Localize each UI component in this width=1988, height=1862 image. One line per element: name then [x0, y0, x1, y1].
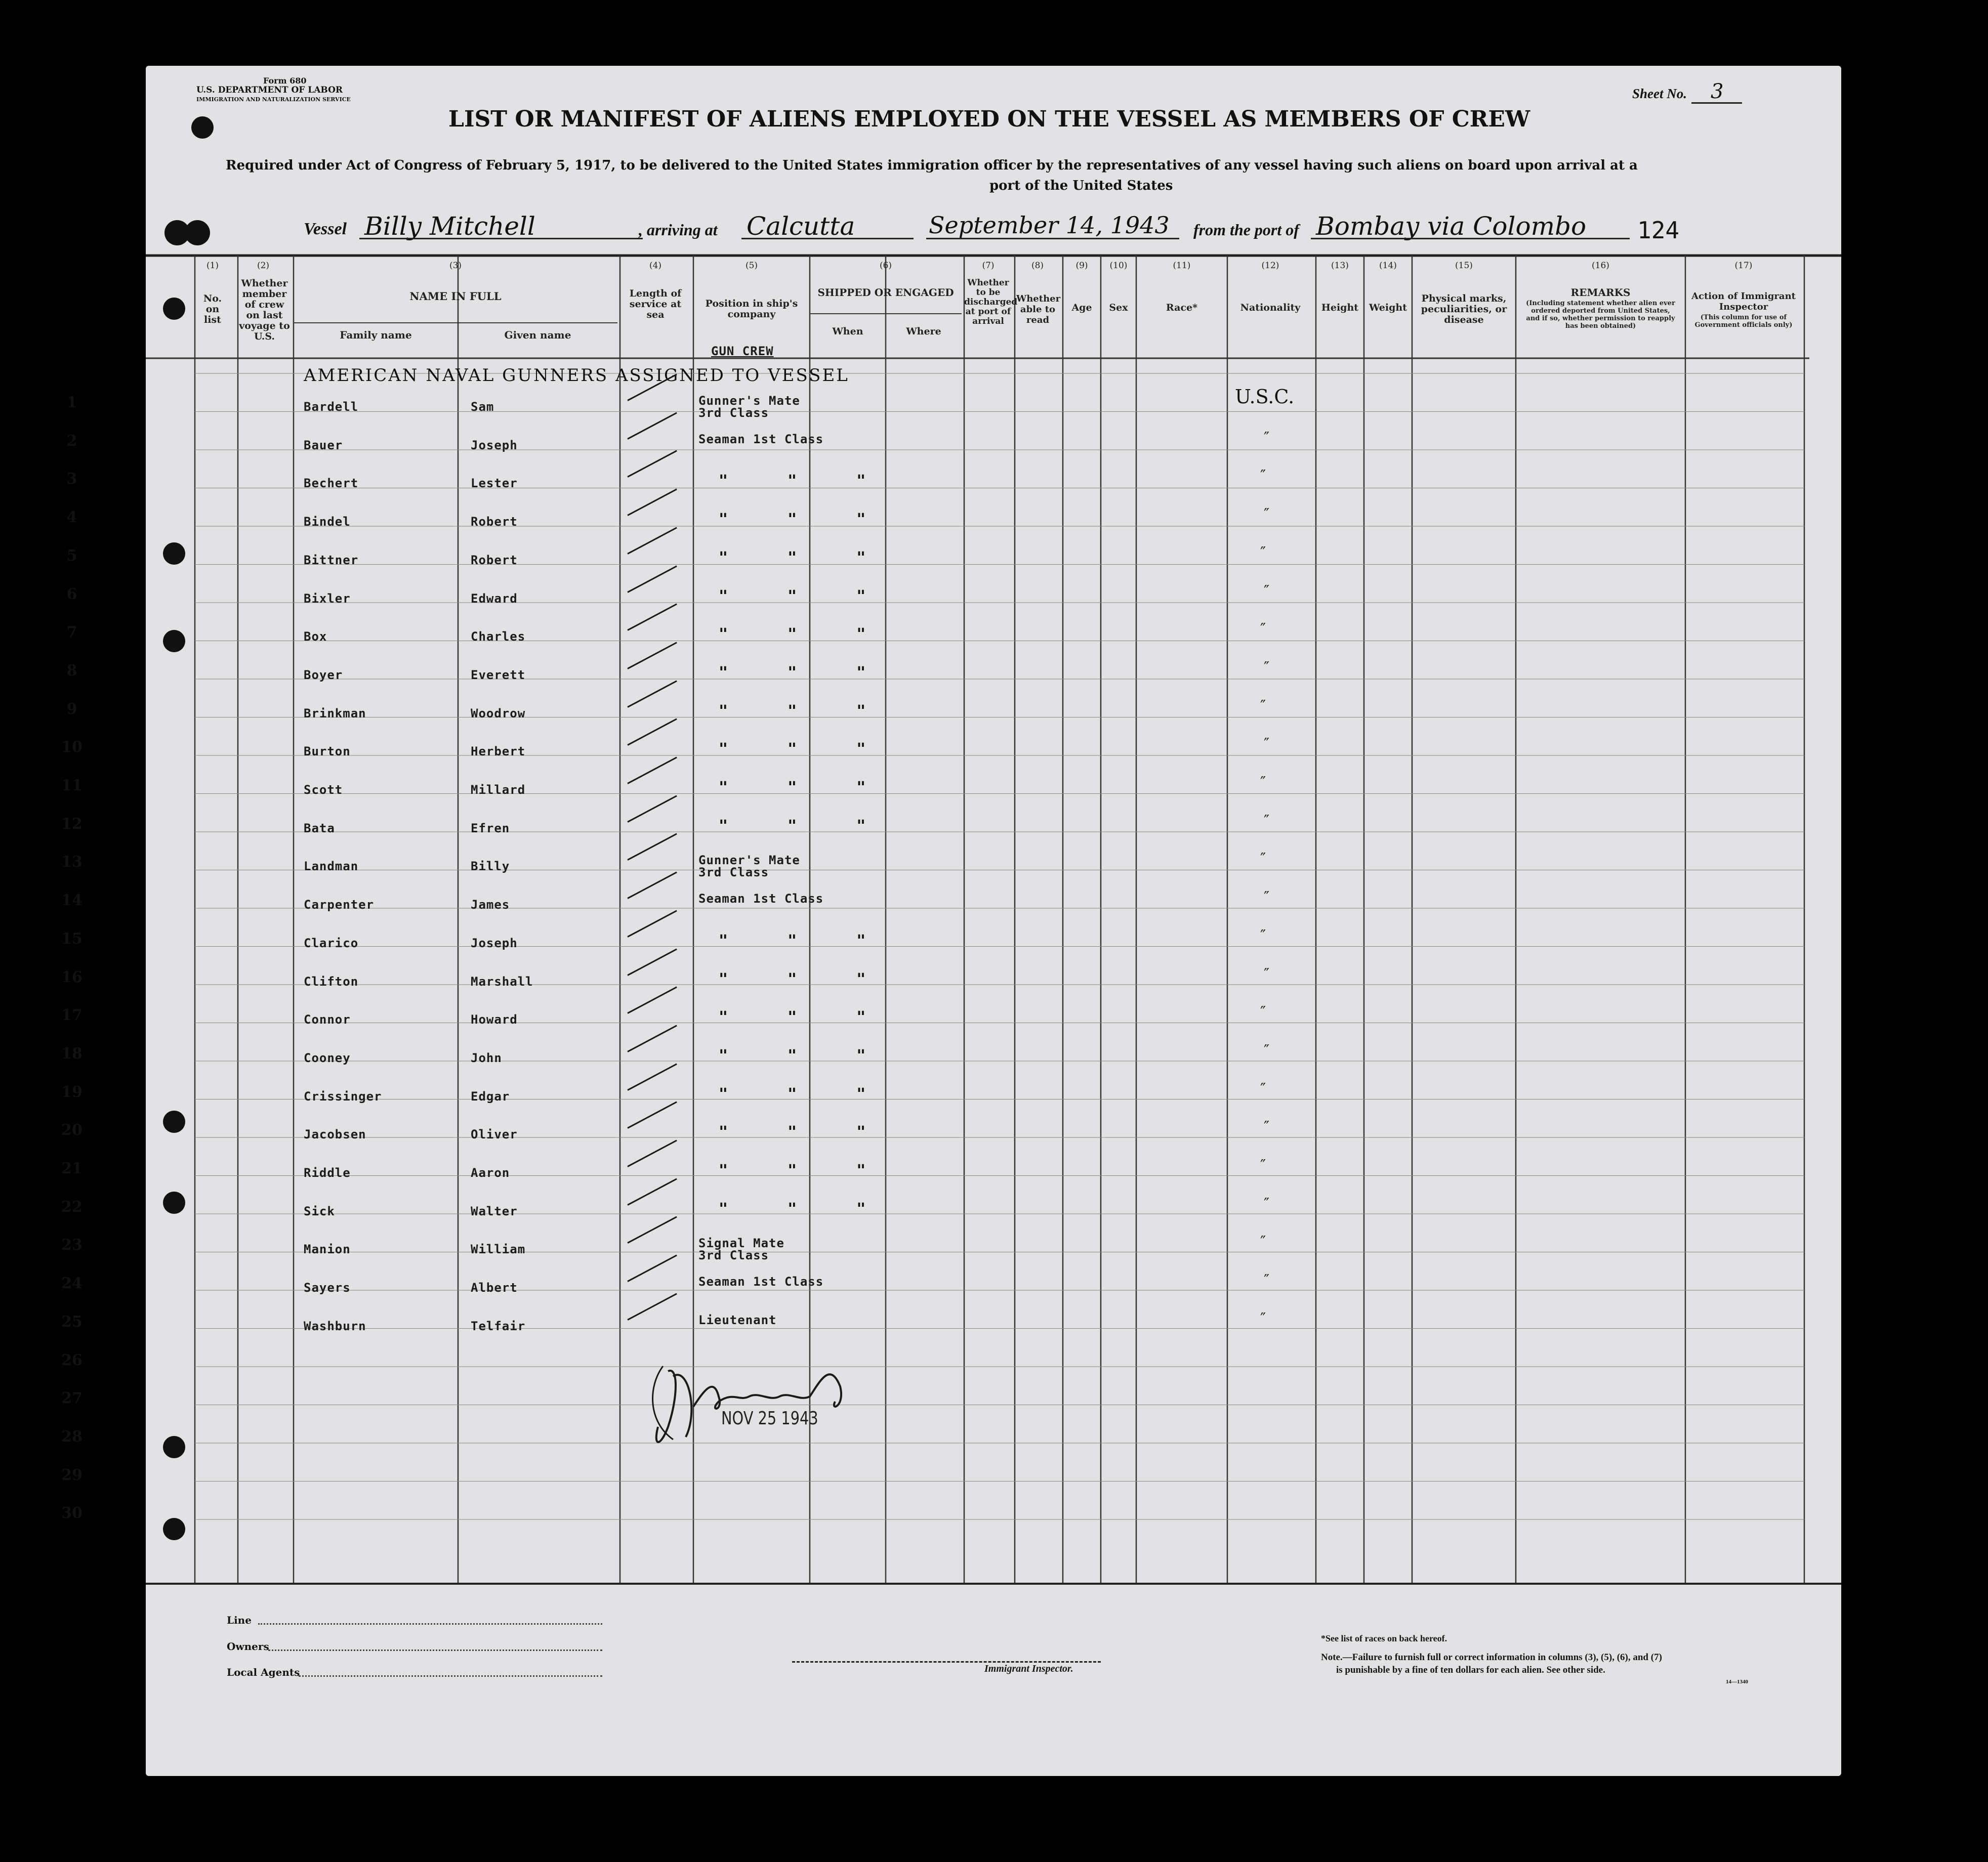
col-13-header: Height [1321, 302, 1359, 313]
row-number: 3 [66, 470, 77, 488]
subtitle-line-1: Required under Act of Congress of February 5, 1917, to be delivered to the United States immigration officer by the representatives of any vessel having such aliens on board upon arrival at a [226, 158, 1638, 173]
given-name: John [471, 1050, 502, 1065]
local-agents-label: Local Agents [227, 1666, 300, 1678]
arrival-port: Calcutta [747, 211, 855, 241]
nationality-ditto-mark: ″ [1260, 1080, 1266, 1098]
page-number: 124 [1637, 217, 1680, 244]
row-number: 25 [61, 1313, 82, 1331]
position-ditto: " " " [719, 932, 891, 950]
col-15-number: (15) [1455, 261, 1473, 271]
position-ditto: " " " [719, 970, 891, 988]
given-name: Marshall [471, 974, 533, 989]
given-name: Everett [471, 667, 526, 682]
given-name: Charles [471, 629, 526, 644]
position-ditto: " " " [719, 1162, 891, 1179]
row-number: 26 [61, 1351, 82, 1369]
col-9-header: Age [1071, 302, 1092, 313]
subtitle-line-2: port of the United States [989, 178, 1173, 193]
col-8-number: (8) [1031, 261, 1044, 271]
nationality-ditto-mark: ″ [1260, 926, 1266, 945]
col-15-header: Physical marks, peculiarities, or disease [1421, 293, 1507, 325]
given-name: William [471, 1242, 526, 1257]
given-name: Efren [471, 821, 510, 835]
row-number: 20 [61, 1121, 82, 1139]
family-name: Landman [304, 859, 359, 874]
row-number: 23 [61, 1236, 82, 1254]
col-5-header: Position in ship's company [705, 298, 798, 320]
position: Seaman 1st Class [698, 1275, 824, 1289]
col-3-header: NAME IN FULL [409, 290, 502, 303]
col-4-number: (4) [649, 261, 662, 271]
col-8-header: Whether able to read [1016, 293, 1061, 325]
row-number: 7 [66, 623, 77, 642]
position-ditto: " " " [719, 1046, 891, 1065]
nationality-ditto-mark: ″ [1260, 697, 1266, 715]
col-6-number: (6) [879, 261, 892, 271]
given-name: James [471, 898, 510, 912]
family-name: Bindel [304, 515, 351, 529]
col-16-number: (16) [1592, 261, 1609, 271]
col-6-header: SHIPPED OR ENGAGED [817, 286, 954, 299]
row-number: 12 [61, 815, 82, 833]
position-ditto: " " " [719, 1008, 891, 1027]
family-name: Sick [304, 1204, 335, 1218]
given-name: Joseph [471, 936, 518, 950]
col-9-number: (9) [1075, 261, 1088, 271]
col-7-header: Whether to be discharged at port of arrival [964, 278, 1018, 326]
family-name: Burton [304, 744, 351, 759]
family-name: Sayers [304, 1281, 351, 1295]
nationality-ditto-mark: ″ [1264, 812, 1270, 830]
position: Seaman 1st Class [698, 432, 824, 446]
arrival-date: September 14, 1943 [929, 211, 1170, 239]
family-name: Connor [304, 1012, 351, 1027]
departure-port: Bombay via Colombo [1316, 211, 1587, 241]
position-ditto: " " " [719, 548, 891, 567]
nationality-ditto-mark: ″ [1264, 429, 1270, 447]
position-ditto: " " " [719, 511, 891, 529]
row-number: 2 [66, 432, 77, 450]
given-name: Sam [471, 400, 494, 414]
arriving-label: , arriving at [639, 221, 718, 239]
row-number: 4 [66, 509, 77, 527]
col-11-number: (11) [1173, 261, 1191, 271]
position-line-2: 3rd Class [698, 1248, 769, 1263]
col-3b-header: Given name [504, 329, 571, 341]
family-name: Bardell [304, 400, 359, 414]
given-name: Oliver [471, 1127, 518, 1142]
col-2-number: (2) [257, 261, 270, 271]
family-name: Washburn [304, 1319, 366, 1333]
nationality-ditto-mark: ″ [1260, 467, 1266, 485]
penalty-note-1: Note.—Failure to furnish full or correct information in columns (3), (5), (6), and (7) [1321, 1652, 1662, 1663]
department-name: U.S. DEPARTMENT OF LABOR [196, 85, 343, 95]
vessel-name: Billy Mitchell [364, 211, 535, 241]
sheet-label: Sheet No. [1632, 86, 1687, 101]
col-3-number: (3) [449, 261, 462, 271]
received-date-stamp: NOV 25 1943 [721, 1408, 818, 1429]
family-name: Bittner [304, 553, 359, 567]
given-name: Howard [471, 1012, 518, 1027]
given-name: Robert [471, 515, 518, 529]
nationality-ditto-mark: ″ [1264, 1272, 1270, 1290]
col-6b-header: Where [906, 326, 941, 337]
col-5-number: (5) [745, 261, 758, 271]
inspector-label: Immigrant Inspector. [984, 1663, 1073, 1674]
nationality-ditto-mark: ″ [1260, 543, 1266, 562]
family-name: Manion [304, 1242, 351, 1257]
given-name: Edgar [471, 1089, 510, 1104]
position-ditto: " " " [719, 663, 891, 682]
section-note: AMERICAN NAVAL GUNNERS ASSIGNED TO VESSEL [304, 365, 849, 386]
page-title: LIST OR MANIFEST OF ALIENS EMPLOYED ON THE VESSEL AS MEMBERS OF CREW [448, 106, 1530, 132]
vessel-label: Vessel [304, 220, 347, 238]
nationality-ditto-mark: ″ [1260, 1233, 1266, 1251]
col-17-number: (17) [1734, 261, 1753, 271]
row-number: 18 [61, 1044, 82, 1063]
owners-field [268, 1649, 602, 1651]
position-ditto: " " " [719, 1085, 891, 1103]
inspector-line [792, 1661, 1101, 1663]
row-number: 21 [61, 1160, 82, 1177]
given-name: Joseph [471, 438, 518, 452]
col-14-header: Weight [1369, 302, 1407, 313]
row-number: 16 [61, 968, 82, 986]
family-name: Crissinger [304, 1089, 382, 1104]
given-name: Herbert [471, 744, 526, 759]
given-name: Robert [471, 553, 518, 567]
nationality-ditto-mark: ″ [1264, 582, 1270, 600]
given-name: Millard [471, 783, 526, 797]
col-11-header: Race* [1166, 302, 1198, 313]
position: Gunner's Mate [698, 853, 800, 868]
given-name: Edward [471, 591, 518, 606]
col-12-header: Nationality [1240, 302, 1301, 313]
nationality-ditto-mark: ″ [1260, 620, 1266, 639]
family-name: Riddle [304, 1166, 351, 1180]
col-2-header: Whether member of crew on last voyage to U.S. [239, 278, 290, 342]
row-number: 29 [61, 1466, 82, 1484]
position-ditto: " " " [719, 1200, 891, 1218]
row-number: 11 [61, 777, 82, 794]
nationality-ditto-mark: ″ [1260, 1309, 1266, 1328]
position: Signal Mate [698, 1236, 784, 1251]
races-note: *See list of races on back hereof. [1321, 1633, 1447, 1643]
nationality-ditto-mark: ″ [1264, 965, 1270, 983]
family-name: Bechert [304, 476, 359, 491]
family-name: Jacobsen [304, 1127, 366, 1142]
nationality-ditto-mark: ″ [1264, 1041, 1270, 1060]
owners-label: Owners [227, 1640, 269, 1653]
form-number: Form 680 [263, 76, 307, 86]
row-number: 13 [61, 853, 82, 871]
given-name: Albert [471, 1281, 518, 1295]
family-name: Clifton [304, 974, 359, 989]
position-ditto: " " " [719, 817, 891, 835]
position-ditto: " " " [719, 779, 891, 796]
row-number: 27 [61, 1389, 82, 1408]
group-header: GUN CREW [711, 344, 774, 358]
col-1-header: No. on list [203, 293, 222, 325]
position: Lieutenant [698, 1313, 777, 1327]
col-6a-header: When [832, 326, 863, 337]
col-16-header: REMARKS [1570, 286, 1631, 299]
row-number: 17 [61, 1006, 82, 1025]
penalty-note-2: is punishable by a fine of ten dollars for each alien. See other side. [1336, 1665, 1605, 1675]
nationality-ditto-mark: ″ [1260, 1003, 1266, 1022]
line-field [258, 1623, 602, 1625]
family-name: Bata [304, 821, 335, 835]
row-number: 24 [61, 1275, 82, 1293]
col-1-number: (1) [206, 261, 219, 271]
position-ditto: " " " [719, 625, 891, 644]
family-name: Clarico [304, 936, 359, 950]
col-12-number: (12) [1261, 261, 1279, 271]
from-port-label: from the port of [1193, 221, 1299, 239]
col-7-number: (7) [982, 261, 995, 271]
nationality-ditto-mark: ″ [1264, 505, 1270, 524]
row-number: 22 [61, 1198, 82, 1216]
print-code: 14—1340 [1726, 1679, 1748, 1685]
local-agents-field [299, 1675, 602, 1677]
nationality-ditto-mark: ″ [1260, 774, 1266, 791]
nationality-first: U.S.C. [1235, 386, 1295, 408]
family-name: Carpenter [304, 898, 375, 912]
row-number: 9 [66, 700, 77, 718]
col-14-number: (14) [1379, 261, 1397, 271]
position-line-2: 3rd Class [698, 406, 769, 420]
sheet-number: 3 [1711, 80, 1724, 103]
given-name: Aaron [471, 1166, 510, 1180]
given-name: Woodrow [471, 706, 526, 721]
col-17-header: Action of Immigrant Inspector [1691, 291, 1796, 312]
given-name: Walter [471, 1204, 518, 1218]
row-number: 5 [66, 546, 77, 565]
position-ditto: " " " [719, 587, 891, 605]
family-name: Box [304, 629, 327, 644]
row-number: 1 [66, 394, 77, 411]
nationality-ditto-mark: ″ [1264, 1195, 1270, 1213]
col-3a-header: Family name [340, 329, 412, 341]
family-name: Cooney [304, 1050, 351, 1065]
given-name: Lester [471, 476, 518, 491]
row-number: 15 [61, 929, 82, 948]
col-10-number: (10) [1109, 261, 1128, 271]
nationality-ditto-mark: ″ [1264, 658, 1270, 676]
row-number: 30 [61, 1504, 82, 1522]
col-13-number: (13) [1331, 261, 1349, 271]
service-name: IMMIGRATION AND NATURALIZATION SERVICE [196, 96, 351, 103]
col-16-subheader: (Including statement whether alien ever ordered deported from United States, and if so, whether permission to reapply has been obtained) [1526, 300, 1675, 330]
col-17-subheader: (This column for use of Government officials only) [1694, 314, 1793, 329]
row-number: 19 [61, 1083, 82, 1101]
row-number: 8 [66, 661, 77, 680]
position-ditto: " " " [719, 702, 891, 720]
family-name: Scott [304, 783, 343, 797]
position-ditto: " " " [719, 740, 891, 758]
family-name: Boyer [304, 667, 343, 682]
nationality-ditto-mark: ″ [1264, 1118, 1270, 1136]
nationality-ditto-mark: ″ [1260, 1157, 1266, 1174]
nationality-ditto-mark: ″ [1264, 888, 1270, 907]
position-ditto: " " " [719, 1123, 891, 1141]
given-name: Telfair [471, 1319, 526, 1333]
col-4-header: Length of service at sea [629, 288, 682, 320]
given-name: Billy [471, 859, 510, 874]
position: Gunner's Mate [698, 394, 800, 408]
position-line-2: 3rd Class [698, 865, 769, 880]
position: Seaman 1st Class [698, 892, 824, 906]
family-name: Bixler [304, 591, 351, 606]
line-label: Line [227, 1614, 252, 1626]
family-name: Brinkman [304, 706, 366, 721]
row-number: 14 [61, 892, 82, 910]
nationality-ditto-mark: ″ [1264, 735, 1270, 753]
nationality-ditto-mark: ″ [1260, 850, 1266, 868]
family-name: Bauer [304, 438, 343, 452]
row-number: 10 [61, 738, 82, 756]
position-ditto: " " " [719, 472, 891, 490]
row-number: 28 [61, 1427, 82, 1446]
row-number: 6 [66, 585, 77, 603]
col-10-header: Sex [1109, 302, 1128, 313]
